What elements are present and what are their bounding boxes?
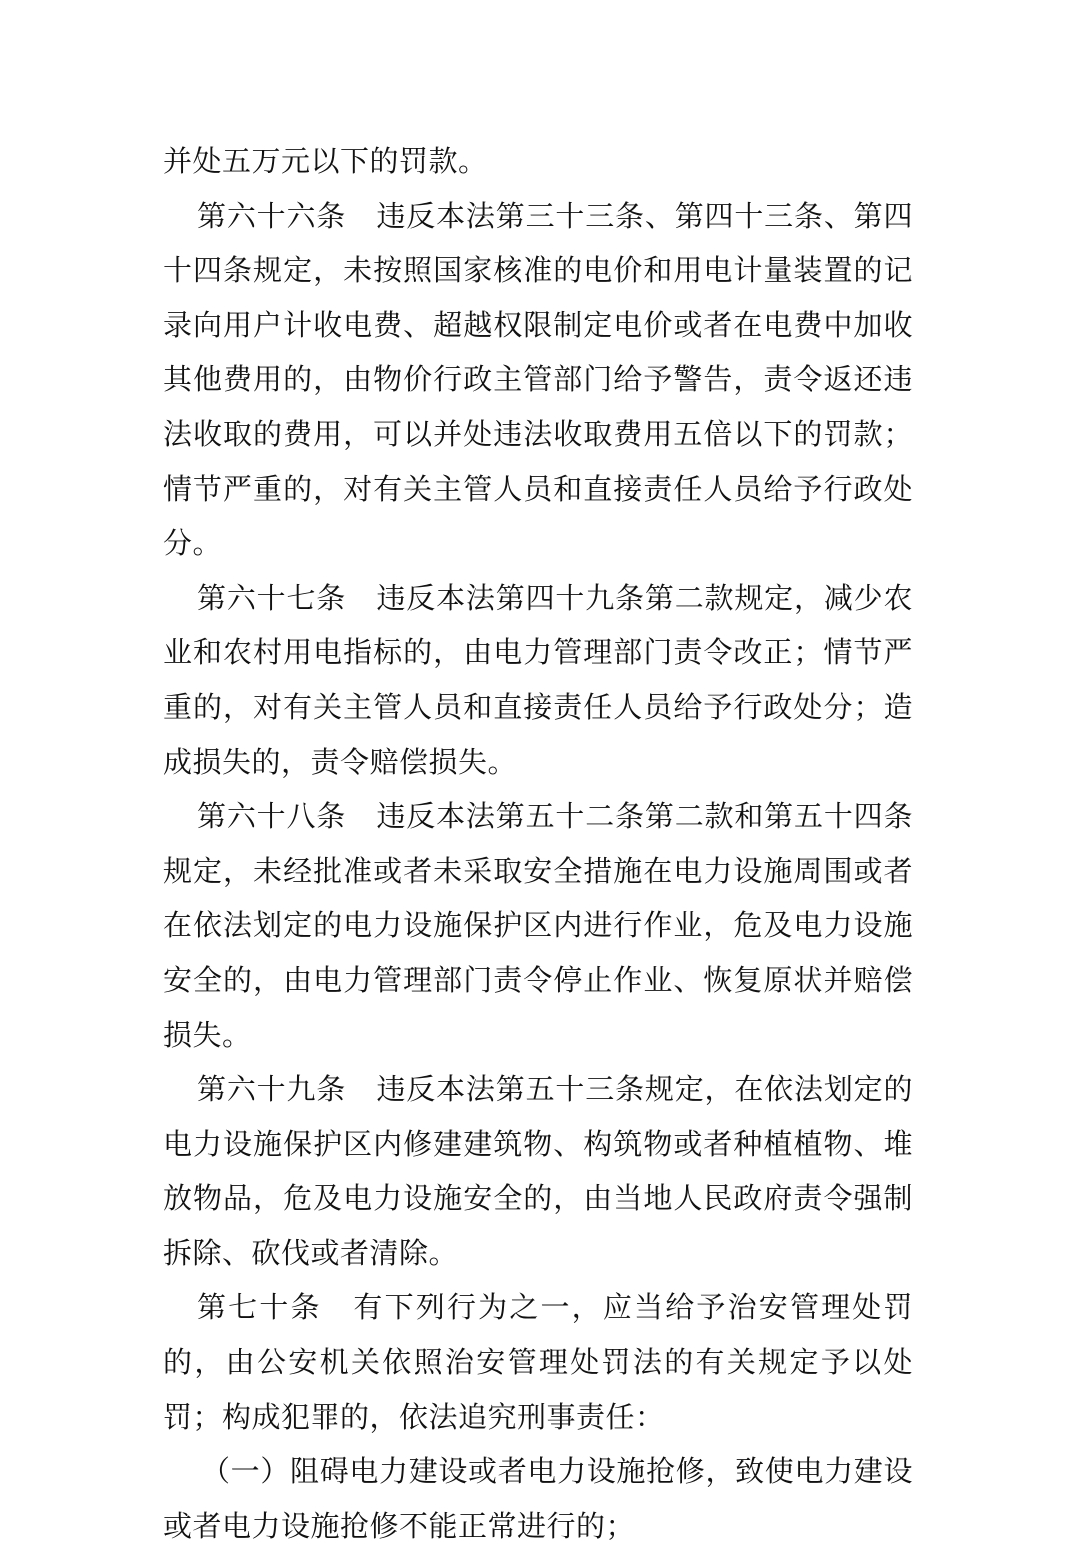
document-body [163, 134, 913, 1553]
article-66 [163, 189, 913, 571]
article-heading: 第六十六条 [197, 198, 347, 233]
article-text: 违反本法第五十二条第二款和第五十四条规定，未经批准或者未采取安全措施在电力设施周围或者在依法划定的电力设施保护区内进行作业，危及电力设施安全的，由电力管理部门责令停止作业、恢复原状并赔偿损失。 [163, 799, 913, 1052]
article-text: 有下列行为之一，应当给予治安管理处罚的，由公安机关依照治安管理处罚法的有关规定予以处罚；构成犯罪的，依法追究刑事责任： [163, 1290, 913, 1434]
article-70 [163, 1280, 913, 1444]
article-67 [163, 571, 913, 789]
article-text: 违反本法第三十三条、第四十三条、第四十四条规定，未按照国家核准的电价和用电计量装置的记录向用户计收电费、超越权限制定电价或者在电费中加收其他费用的，由物价行政主管部门给予警告，责令返还违法收取的费用，可以并处违法收取费用五倍以下的罚款；情节严重的，对有关主管人员和直接责任人员给予行政处分。 [163, 198, 913, 561]
paragraph-text: 并处五万元以下的罚款。 [163, 144, 488, 178]
article-68 [163, 789, 913, 1062]
article-text: 违反本法第四十九条第二款规定，减少农业和农村用电指标的，由电力管理部门责令改正；情节严重的，对有关主管人员和直接责任人员给予行政处分；造成损失的，责令赔偿损失。 [163, 580, 913, 779]
article-heading: 第六十七条 [197, 580, 347, 615]
article-heading: 第六十八条 [197, 799, 347, 834]
list-item-text: （一）阻碍电力建设或者电力设施抢修，致使电力建设或者电力设施抢修不能正常进行的； [163, 1454, 913, 1543]
article-heading: 第六十九条 [197, 1072, 347, 1107]
article-heading: 第七十条 [197, 1290, 322, 1325]
list-item-1 [163, 1444, 913, 1553]
article-69 [163, 1062, 913, 1280]
paragraph-continuation [163, 134, 913, 189]
article-text: 违反本法第五十三条规定，在依法划定的电力设施保护区内修建建筑物、构筑物或者种植植物、堆放物品，危及电力设施安全的，由当地人民政府责令强制拆除、砍伐或者清除。 [163, 1072, 913, 1270]
